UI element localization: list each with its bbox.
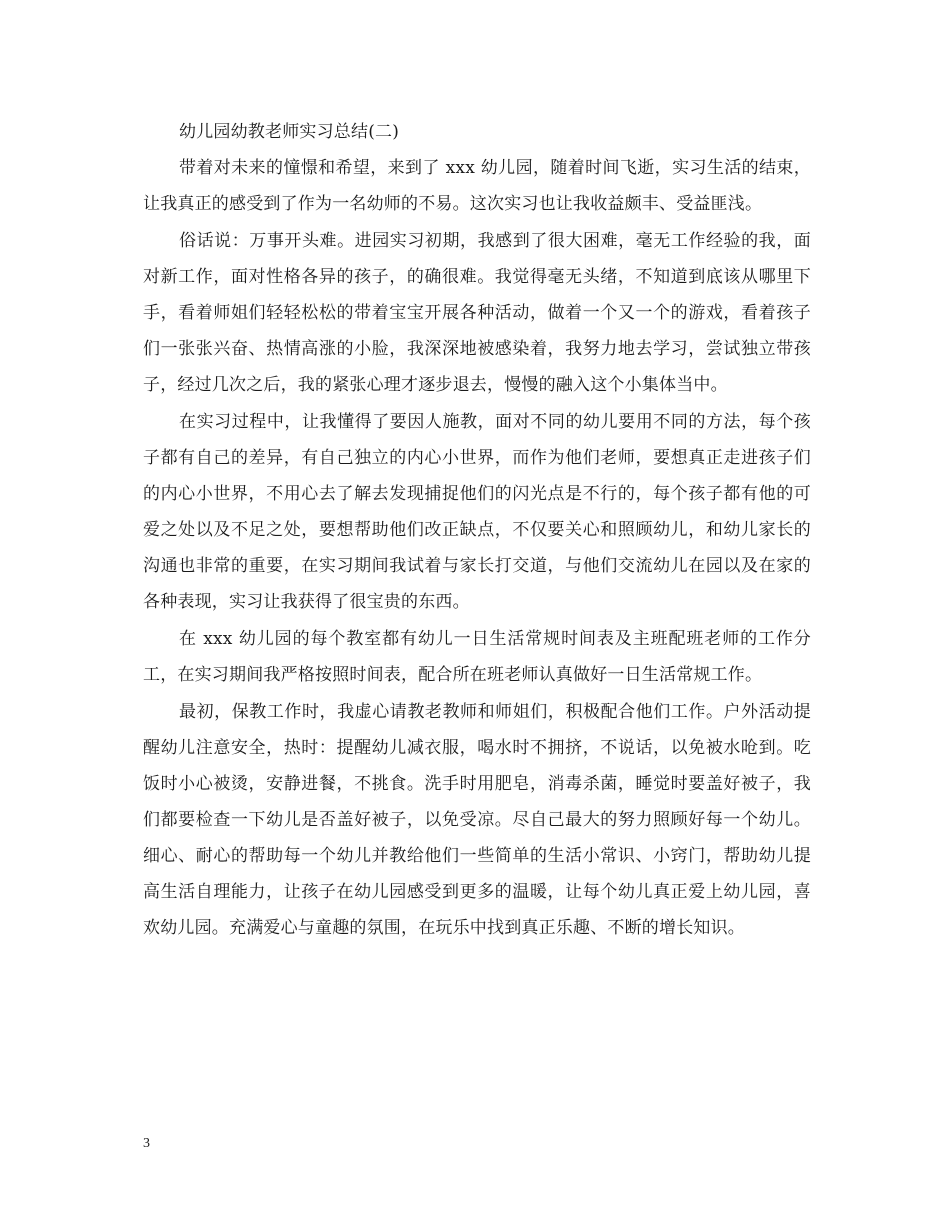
paragraph-schedule: 在 xxx 幼儿园的每个教室都有幼儿一日生活常规时间表及主班配班老师的工作分工，在实习期间我严格按照时间表，配合所在班老师认真做好一日生活常规工作。 (143, 629, 811, 685)
document-body (143, 114, 811, 947)
paragraph-care: 最初，保教工作时，我虚心请教老教师和师姐们，积极配合他们工作。户外活动提醒幼儿注意安全，热时：提醒幼儿减衣服，喝水时不拥挤，不说话，以免被水呛到。吃饭时小心被烫，安静进餐，不挑食。洗手时用肥皂，消毒杀菌，睡觉时要盖好被子，我们都要检查一下幼儿是否盖好被子，以免受凉。尽自己最大的努力照顾好每一个幼儿。细心、耐心的帮助每一个幼儿并教给他们一些简单的生活小常识、小窍门，帮助幼儿提高生活自理能力，让孩子在幼儿园感受到更多的温暖，让每个幼儿真正爱上幼儿园，喜欢幼儿园。充满爱心与童趣的氛围，在玩乐中找到真正乐趣、不断的增长知识。 (143, 702, 811, 938)
paragraph-beginning: 俗话说：万事开头难。进园实习初期，我感到了很大困难，毫无工作经验的我，面对新工作，面对性格各异的孩子，的确很难。我觉得毫无头绪，不知道到底该从哪里下手，看着师姐们轻轻松松的带着宝宝开展各种活动，做着一个又一个的游戏，看着孩子们一张张兴奋、热情高涨的小脸，我深深地被感染着，我努力地去学习，尝试独立带孩子，经过几次之后，我的紧张心理才逐步退去，慢慢的融入这个小集体当中。 (143, 231, 811, 395)
document-title: 幼儿园幼教老师实习总结(二) (179, 122, 400, 142)
paragraph-intro: 带着对未来的憧憬和希望，来到了 xxx 幼儿园，随着时间飞逝，实习生活的结束，让我真正的感受到了作为一名幼师的不易。这次实习也让我收益颇丰、受益匪浅。 (143, 158, 811, 214)
paragraph-teaching: 在实习过程中，让我懂得了要因人施教，面对不同的幼儿要用不同的方法，每个孩子都有自己的差异，有自己独立的内心小世界，而作为他们老师，要想真正走进孩子们的内心小世界，不用心去了解去发现捕捉他们的闪光点是不行的，每个孩子都有他的可爱之处以及不足之处，要想帮助他们改正缺点，不仅要关心和照顾幼儿，和幼儿家长的沟通也非常的重要，在实习期间我试着与家长打交道，与他们交流幼儿在园以及在家的各种表现，实习让我获得了很宝贵的东西。 (143, 412, 811, 612)
page-number: 3 (143, 1136, 150, 1151)
